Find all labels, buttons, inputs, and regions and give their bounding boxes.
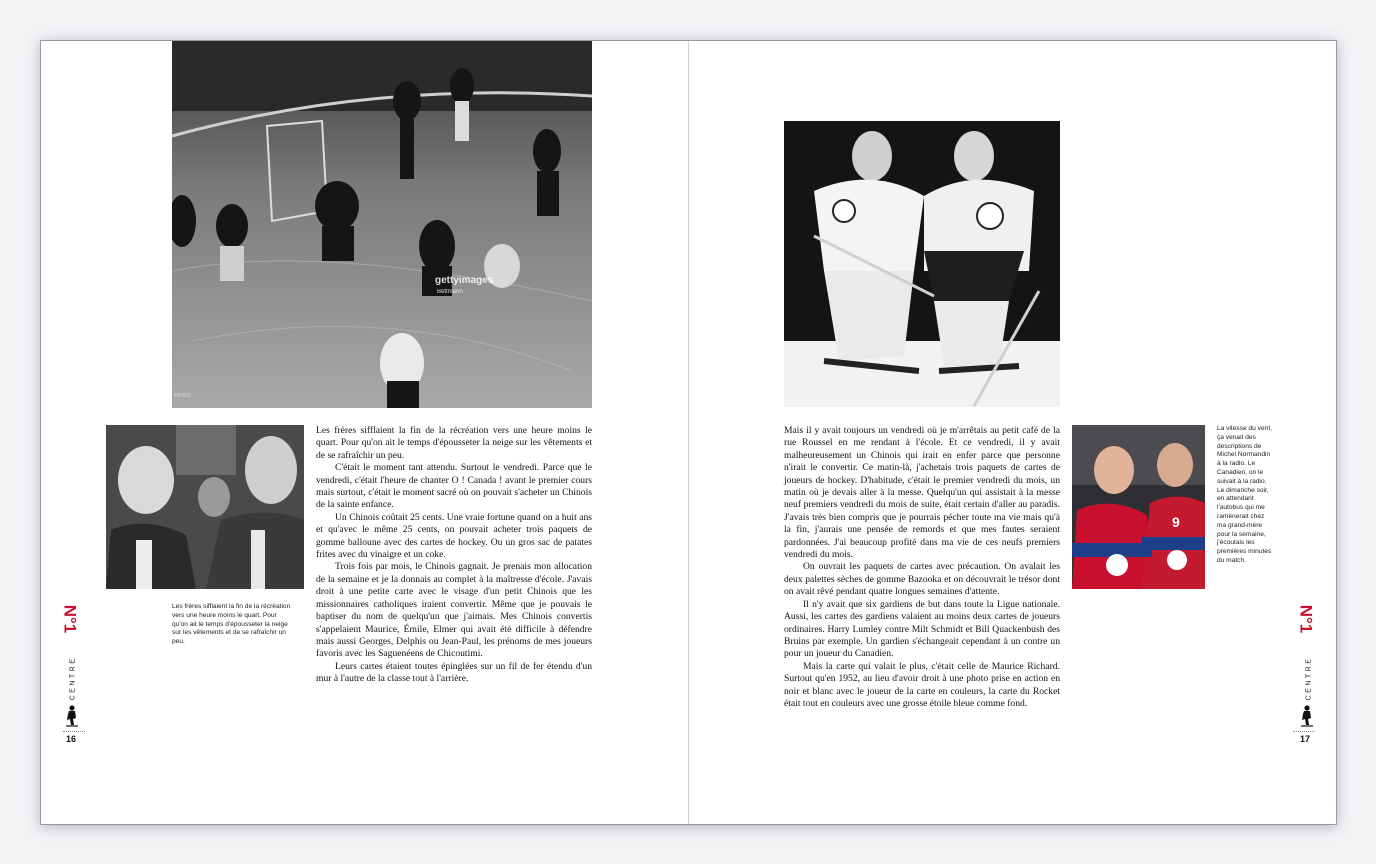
right-section-label: CENTRE bbox=[1305, 656, 1313, 701]
richard-brothers-color-photo bbox=[1072, 425, 1205, 589]
left-paragraph: Leurs cartes étaient toutes épinglées sur un fil de fer étendu d'un mur à l'autre de la classe tout à l'arrière. bbox=[316, 660, 592, 685]
image-id: 497816 bbox=[174, 393, 191, 399]
right-paragraph: Mais la carte qui valait le plus, c'était celle de Maurice Richard. Surtout qu'en 1952, au lieu d'avoir droit à une photo prise en action en noir et blanc avec le joueur de la carte en couleurs, la carte du Rocket était tout en couleurs avec une grosse étoile bleue comme fond. bbox=[784, 660, 1060, 709]
left-paragraph: Un Chinois coûtait 25 cents. Une vraie fortune quand on a huit ans et qu'avec le même 25 cents, on pouvait acheter trois paquets de gomme balloune avec des cartes de hockey. Ou un gros sac de patates frites avec du vinaigre et un coke. bbox=[316, 511, 592, 561]
left-paragraph: Trois fois par mois, le Chinois gagnait. Je prenais mon allocation de la semaine et je la donnais au complet à la maîtresse d'école. J'avais droit à une petite carte avec le visage d'un petit Chinois que les missionnaires catholiques iraient convertir. Même que je pouvais le baptiser du nom de quelqu'un que j'aimais. Mes Chinois convertis s'appelaient Maurice, Émile, Elmer qui avait été difficile à défendre mais aussi Georges, Delphis ou Jean-Paul, les prénoms de mes joueurs favoris avec les Saguenéens de Chicoutimi. bbox=[316, 561, 592, 660]
left-paragraph: C'était le moment tant attendu. Surtout le vendredi. Parce que le vendredi, c'était l'heure de chanter O ! Canada ! avant le premier cours mais surtout, c'était le moment sacré où on pouvait s'acheter un Chinois de la sainte enfance. bbox=[316, 462, 592, 511]
getty-watermark: gettyimages bbox=[435, 275, 494, 286]
right-caption: La vitesse du vent, ça venait des descriptions de Michel Normandin à la radio. Le Canadien, on le suivait à la radio. Le dimanche soir, en attendant l'autobus qui me ramènerait chez ma grand-mère pour la semaine, j'écoutais les premières minutes du match. bbox=[1217, 425, 1272, 564]
canadiens-players-photo bbox=[784, 121, 1060, 407]
left-folio-rule bbox=[63, 731, 85, 732]
book-spread bbox=[40, 40, 1337, 825]
hockey-game-photo bbox=[172, 41, 592, 408]
right-paragraph: On ouvrait les paquets de cartes avec précaution. On avalait les deux palettes sèches de gomme Bazooka et on découvrait le trésor dont on avait rêvé pendant quatre longues semaines d'attente. bbox=[784, 561, 1060, 598]
right-paragraph: Il n'y avait que six gardiens de but dans toute la Ligue nationale. Aussi, les cartes des gardiens valaient au moins deux cartes de joueurs ordinaires. Harry Lumley contre Milt Schmidt et Bill Quackenbush des Bruins par exemple. Un gardien s'échangeait cependant à un contre un pour un joueur du Canadien. bbox=[784, 598, 1060, 660]
gutter-divider bbox=[688, 41, 689, 824]
svg-text:9: 9 bbox=[1172, 514, 1180, 530]
right-paragraph: Mais il y avait toujours un vendredi où je m'arrêtais au petit café de la rue Roussel en me rendant à l'école. Et ce vendredi, il y avait malheureusement un Chinois qui irait en enfer parce que personne n'irait le convertir. Ce matin-là, j'achetais trois paquets de cartes de joueurs de hockey. D'habitude, c'était le premier vendredi du mois, un matin où je devais aller à la messe. Quelqu'un qui assistait à la messe neuf premiers vendredi du mois de suite, était certain d'aller au paradis. J'avais très bien compris que je pourrais pécher toute ma vie mais qu'à la fin, j'aurais une pensée de remords et que mes fautes seraient pardonnées. J'ai beaucoup profité dans ma vie de ces neufs premiers vendredi du mois. bbox=[784, 425, 1060, 561]
left-chapter-number: N°1 bbox=[60, 604, 80, 634]
brothers-portrait-photo bbox=[106, 425, 304, 589]
right-folio: 17 bbox=[1300, 734, 1311, 744]
right-chapter-number: N°1 bbox=[1296, 604, 1316, 634]
hockey-player-icon bbox=[65, 705, 79, 727]
hockey-player-icon bbox=[1300, 705, 1314, 727]
photo-credit: Bettmann bbox=[437, 289, 463, 295]
left-section-label: CENTRE bbox=[69, 656, 77, 701]
left-paragraph: Les frères sifflaient la fin de la récréation vers une heure moins le quart. Pour qu'on ait le temps d'épousseter la neige sur les vêtements et de se rafraîchir un peu. bbox=[316, 425, 592, 461]
left-caption: Les frères sifflaient la fin de la récréation vers une heure moins le quart. Pour qu'on ait le temps d'épousseter la neige sur les vêtements et de se rafraîchir un peu. bbox=[172, 603, 291, 646]
right-folio-rule bbox=[1293, 731, 1315, 732]
right-body-text bbox=[784, 425, 1060, 710]
left-folio: 16 bbox=[66, 734, 77, 744]
left-body-text bbox=[316, 425, 592, 686]
